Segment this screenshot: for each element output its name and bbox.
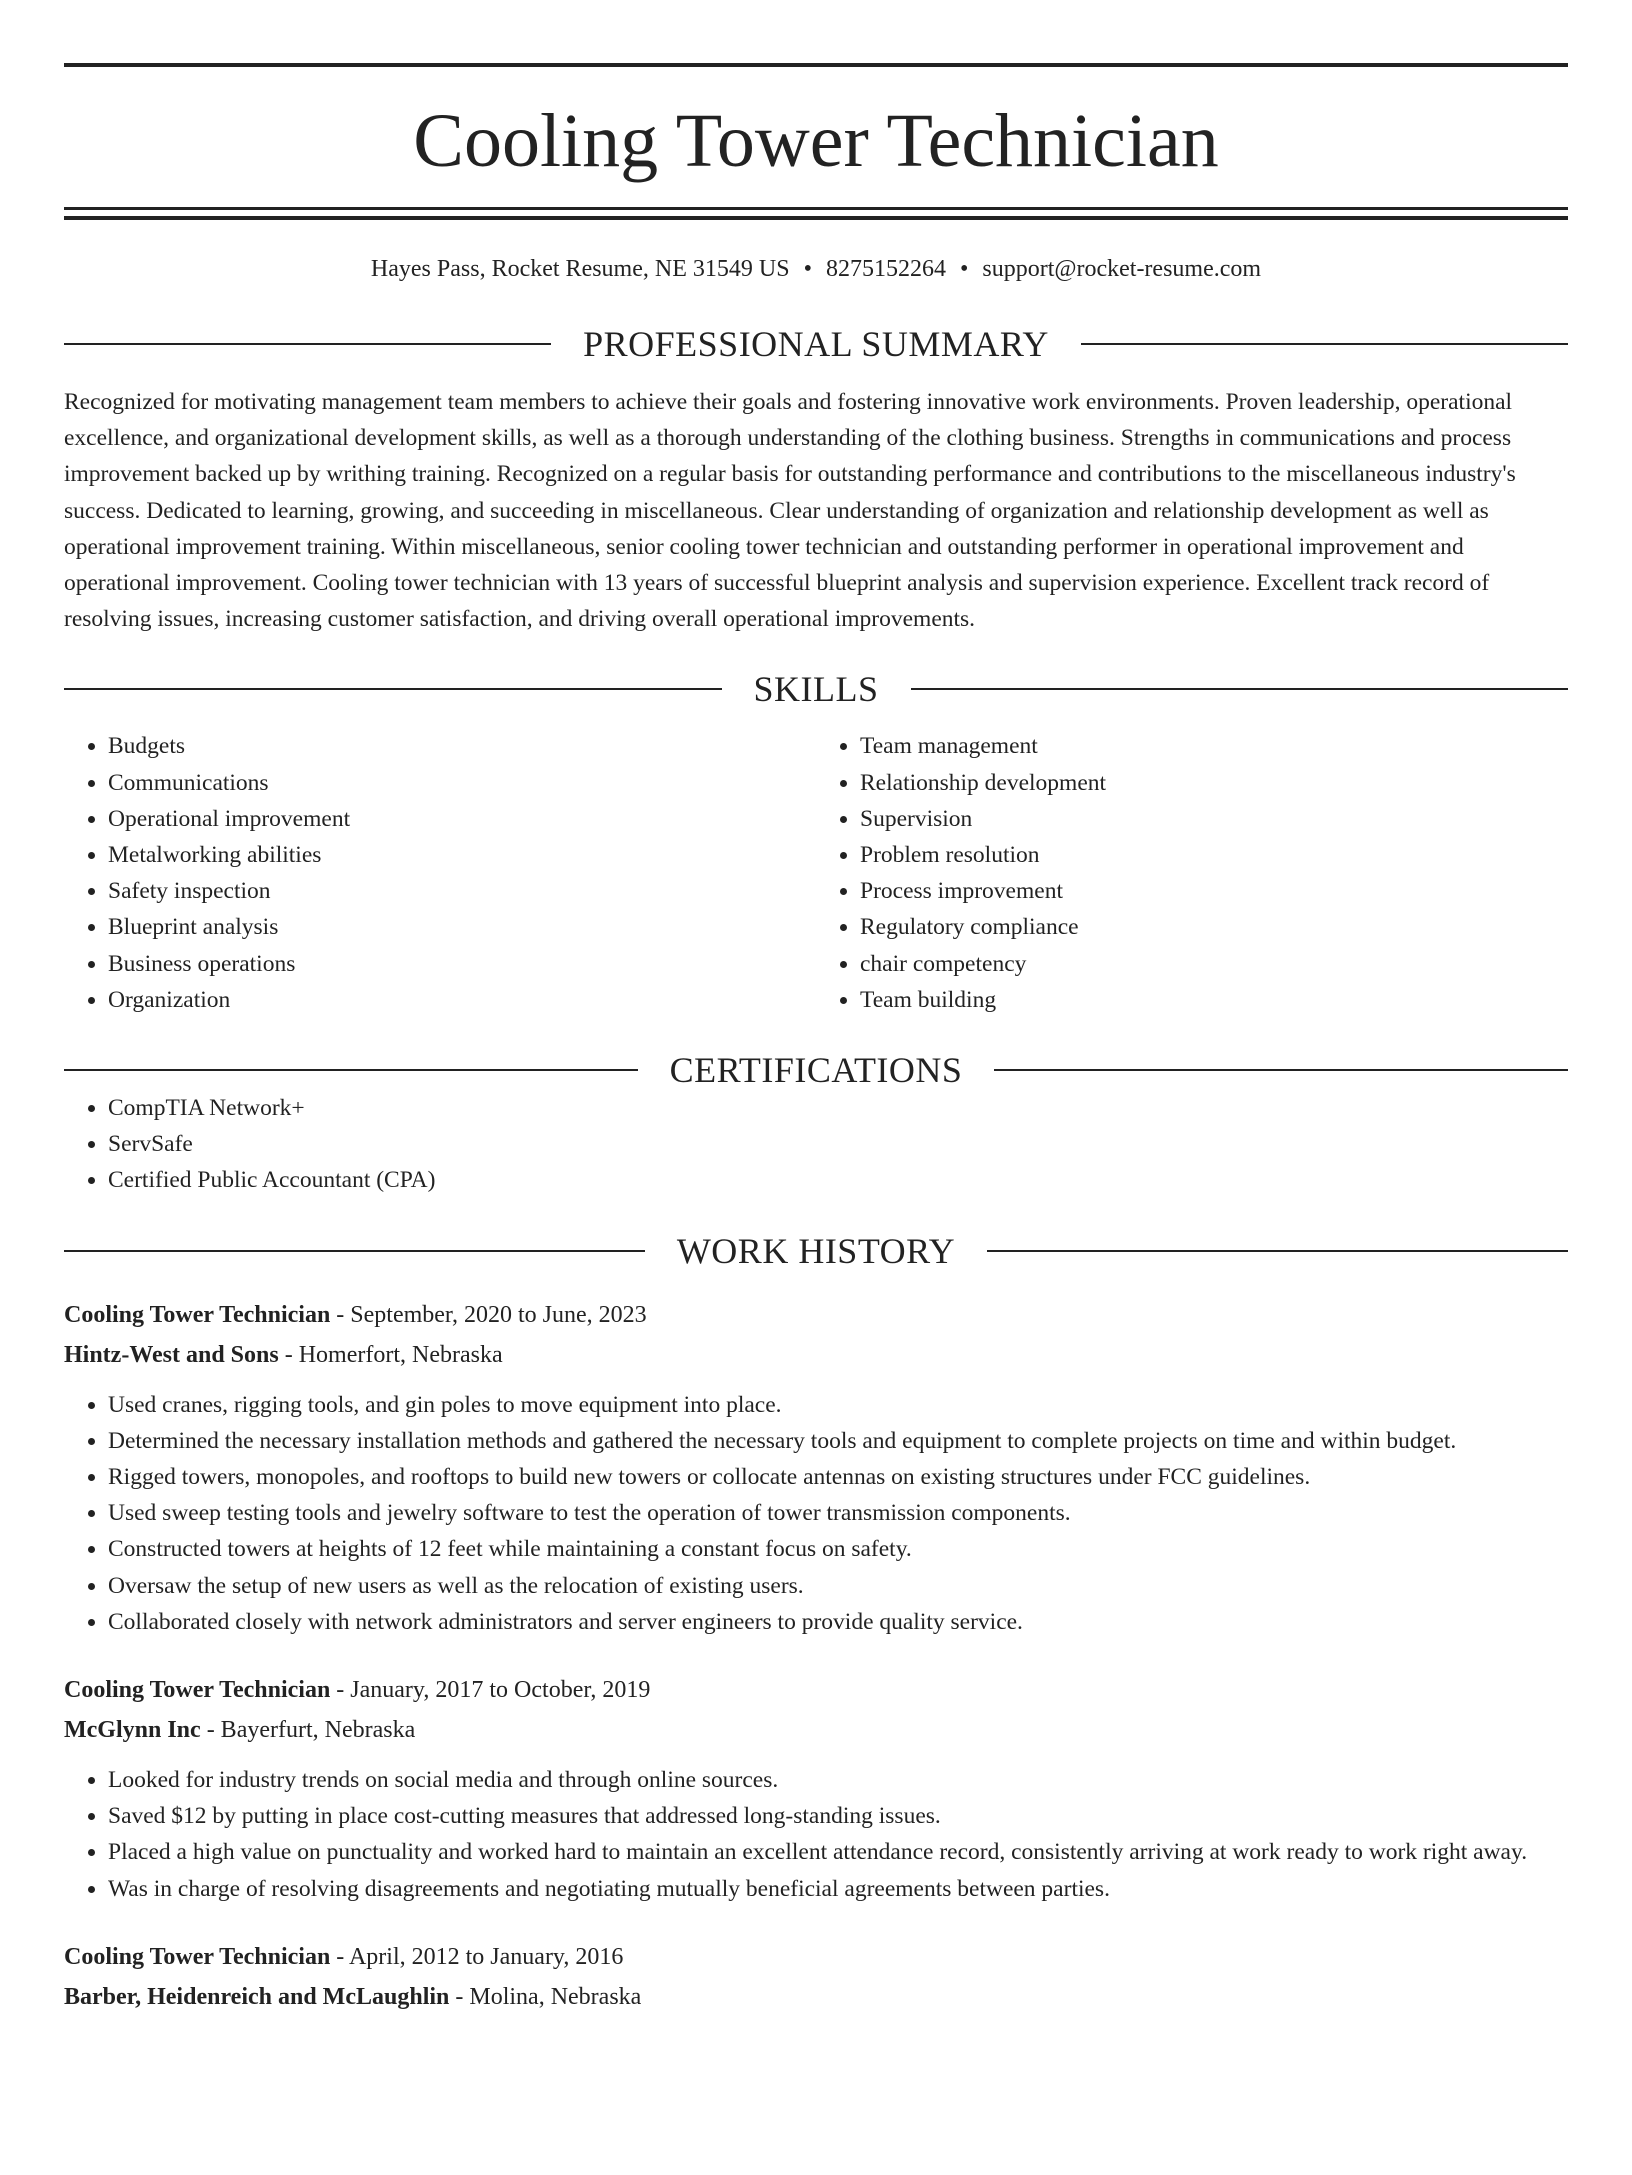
title-rule-lower	[64, 216, 1568, 220]
job-company-line	[64, 1710, 1568, 1750]
skill-item: • Relationship development	[860, 765, 1568, 801]
divider	[1081, 343, 1568, 345]
section-title-work: WORK HISTORY	[676, 1230, 956, 1271]
job-location: - Bayerfurt, Nebraska	[200, 1717, 416, 1744]
job-duties-list	[64, 1762, 1568, 1907]
section-header-summary	[64, 324, 1568, 364]
skill-item: • chair competency	[860, 946, 1568, 982]
job-title-line	[64, 1937, 1568, 1977]
job-duty-item: • Looked for industry trends on social media and through online sources.	[108, 1762, 1568, 1798]
divider	[994, 1069, 1568, 1071]
certification-item: • CompTIA Network+	[108, 1090, 1568, 1126]
skill-item: • Team management	[860, 728, 1568, 764]
section-header-skills	[64, 669, 1568, 709]
job-title-line	[64, 1670, 1568, 1710]
divider	[64, 688, 722, 690]
skill-item: • Communications	[108, 765, 816, 801]
title-rule-upper	[64, 207, 1568, 210]
skill-item: • Regulatory compliance	[860, 909, 1568, 945]
section-header-certifications	[64, 1050, 1568, 1090]
job-duty-item: • Collaborated closely with network administrators and server engineers to provide quality service.	[108, 1604, 1568, 1640]
job-duty-item: • Used sweep testing tools and jewelry software to test the operation of tower transmission components.	[108, 1495, 1568, 1531]
work-history	[64, 1295, 1568, 2017]
section-title-certifications: CERTIFICATIONS	[669, 1050, 963, 1091]
skill-item: • Safety inspection	[108, 873, 816, 909]
skills-columns	[64, 728, 1568, 1018]
skill-item: • Process improvement	[860, 873, 1568, 909]
job-duty-item: • Used cranes, rigging tools, and gin poles to move equipment into place.	[108, 1387, 1568, 1423]
divider	[64, 1069, 638, 1071]
job-dates: - April, 2012 to January, 2016	[330, 1943, 624, 1970]
skill-item: • Supervision	[860, 801, 1568, 837]
job-title: Cooling Tower Technician	[64, 1677, 331, 1704]
skill-item: • Operational improvement	[108, 801, 816, 837]
section-header-work	[64, 1231, 1568, 1271]
job-location: - Molina, Nebraska	[449, 1983, 642, 2010]
job-entry	[64, 1295, 1568, 1640]
divider	[987, 1250, 1568, 1252]
job-title: Cooling Tower Technician	[64, 1943, 331, 1970]
skill-item: • Problem resolution	[860, 837, 1568, 873]
contact-line	[64, 256, 1568, 286]
job-duty-item: • Determined the necessary installation methods and gathered the necessary tools and equipment to complete projects on time and within budget.	[108, 1423, 1568, 1459]
summary-text: Recognized for motivating management team members to achieve their goals and fostering innovative work environments. Proven leadership, operational excellence, and organizational development skills, as well as a thorough understanding of the clothing business. Strengths in communications and process improvement backed up by writhing training. Recognized on a regular basis for outstanding performance and contributions to the miscellaneous industry's success. Dedicated to learning, growing, and succeeding in miscellaneous. Clear understanding of organization and relationship development as well as operational improvement training. Within miscellaneous, senior cooling tower technician and outstanding performer in operational improvement and operational improvement. Cooling tower technician with 13 years of successful blueprint analysis and supervision experience. Excellent track record of resolving issues, increasing customer satisfaction, and driving overall operational improvements.	[64, 389, 1516, 633]
resume-title: Cooling Tower Technician	[413, 99, 1219, 183]
certification-item: • ServSafe	[108, 1126, 1568, 1162]
divider	[64, 1250, 645, 1252]
job-location: - Homerfort, Nebraska	[278, 1341, 503, 1368]
skill-item: • Metalworking abilities	[108, 837, 816, 873]
contact-separator: •	[803, 256, 812, 282]
job-company: Barber, Heidenreich and McLaughlin	[64, 1983, 450, 2010]
skill-item: • Business operations	[108, 946, 816, 982]
job-company: McGlynn Inc	[64, 1717, 201, 1744]
job-company: Hintz-West and Sons	[64, 1341, 279, 1368]
contact-separator: •	[959, 256, 969, 282]
certification-item: • Certified Public Accountant (CPA)	[108, 1162, 1568, 1198]
job-duty-item: • Placed a high value on punctuality and worked hard to maintain an excellent attendance record, consistently arriving at work ready to work right away.	[108, 1834, 1568, 1870]
job-duty-item: • Rigged towers, monopoles, and rooftops to build new towers or collocate antennas on existing structures under FCC guidelines.	[108, 1459, 1568, 1495]
certifications-list	[64, 1090, 1568, 1199]
skill-item: • Team building	[860, 982, 1568, 1018]
job-duty-item: • Oversaw the setup of new users as well as the relocation of existing users.	[108, 1568, 1568, 1604]
job-dates: - January, 2017 to October, 2019	[330, 1677, 651, 1704]
job-duty-item: • Was in charge of resolving disagreements and negotiating mutually beneficial agreements between parties.	[108, 1871, 1568, 1907]
job-title-line	[64, 1295, 1568, 1335]
job-company-line	[64, 1335, 1568, 1375]
skill-item: • Budgets	[108, 728, 816, 764]
job-duties-list	[64, 1387, 1568, 1640]
section-title-summary: PROFESSIONAL SUMMARY	[583, 324, 1049, 364]
section-title-skills: SKILLS	[753, 669, 879, 710]
skills-list-left	[64, 728, 816, 1018]
contact-email: support@rocket-resume.com	[982, 256, 1262, 282]
job-dates: - September, 2020 to June, 2023	[330, 1301, 647, 1328]
skills-list-right	[816, 728, 1568, 1018]
job-company-line	[64, 1977, 1568, 2017]
resume-page	[0, 63, 1632, 2175]
job-entry	[64, 1670, 1568, 1907]
contact-phone: 8275152264	[825, 256, 946, 282]
skill-item: • Blueprint analysis	[108, 909, 816, 945]
job-duty-item: • Saved $12 by putting in place cost-cutting measures that addressed long-standing issues.	[108, 1798, 1568, 1834]
job-duty-item: • Constructed towers at heights of 12 feet while maintaining a constant focus on safety.	[108, 1531, 1568, 1567]
skill-item: • Organization	[108, 982, 816, 1018]
divider	[64, 343, 551, 345]
job-entry	[64, 1937, 1568, 2017]
job-title: Cooling Tower Technician	[64, 1301, 331, 1328]
contact-address: Hayes Pass, Rocket Resume, NE 31549 US	[370, 256, 790, 282]
divider	[911, 688, 1569, 690]
